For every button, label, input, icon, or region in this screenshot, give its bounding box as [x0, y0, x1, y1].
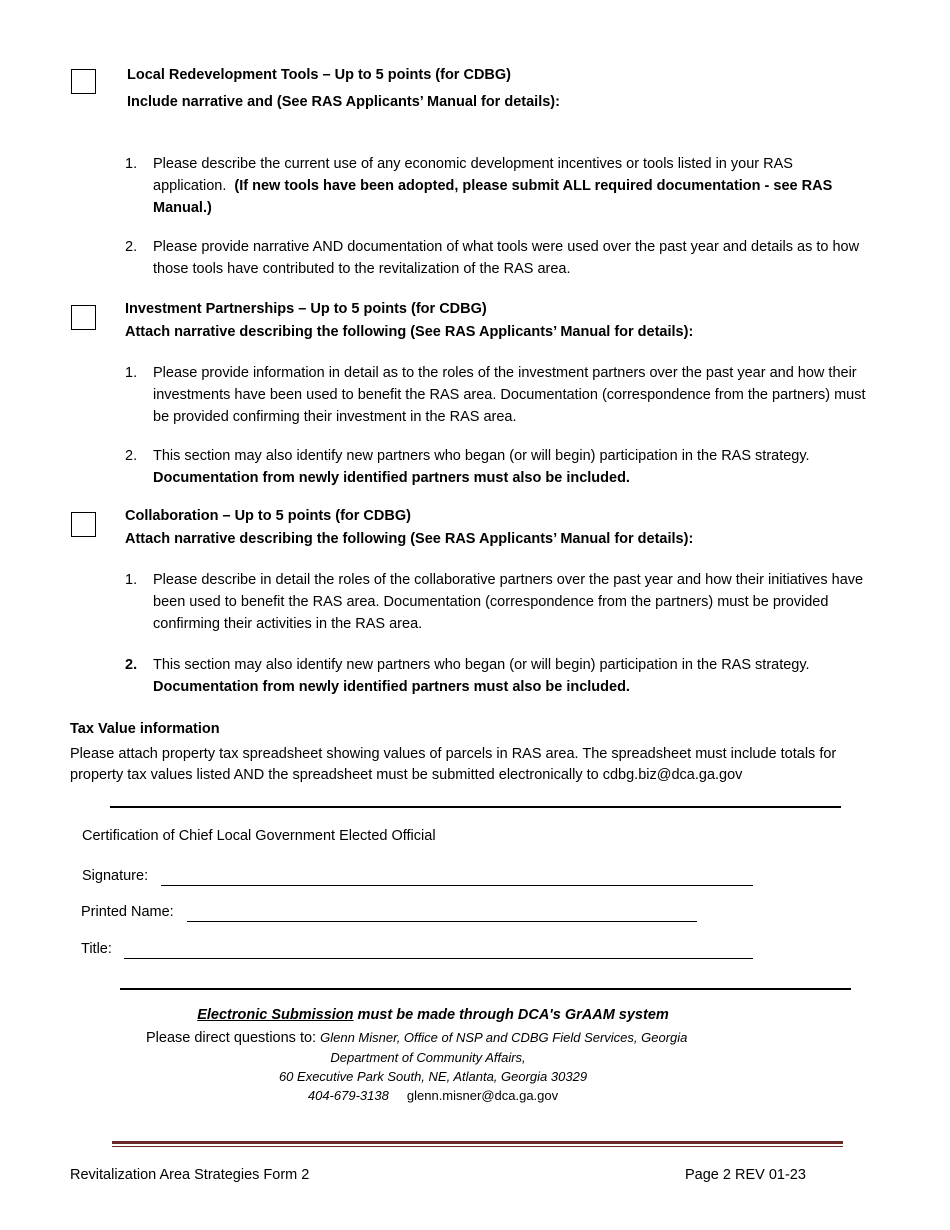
collaboration-checkbox[interactable]	[71, 512, 96, 537]
questions-line: Please direct questions to: Glenn Misner, Office of NSP and CDBG Field Services, Georgia	[146, 1030, 688, 1046]
footer-bar	[112, 1141, 843, 1144]
contact-line-2: Department of Community Affairs,	[330, 1050, 526, 1065]
list-item: 1. Please provide information in detail as to the roles of the investment partners over the past year and how their investments have been used to benefit the RAS area. Documentation (correspondence from the partners) must be provided confirming their investment in the RAS area.	[125, 365, 866, 425]
printed-name-field[interactable]	[187, 921, 697, 922]
certification-heading: Certification of Chief Local Government Elected Official	[82, 828, 436, 844]
title-label: Title:	[81, 941, 112, 957]
printed-name-label: Printed Name:	[81, 904, 174, 920]
list-item: 1. Please describe in detail the roles of the collaborative partners over the past year and how their initiatives have been used to benefit the RAS area. Documentation (correspondence from the partners) must be provided confirming their activities in the RAS area.	[125, 572, 864, 632]
section-3-list	[125, 569, 875, 715]
signature-label: Signature:	[82, 868, 149, 884]
divider-bottom	[120, 988, 851, 990]
contact-line-3: 60 Executive Park South, NE, Atlanta, Georgia 30329	[278, 1069, 588, 1084]
section-2-title: Investment Partnerships – Up to 5 points (for CDBG)	[125, 301, 487, 317]
tax-body: Please attach property tax spreadsheet showing values of parcels in RAS area. The spreadsheet must include totals for property tax values listed AND the spreadsheet must be submitted electronically to cdbg.biz@dca.ga.gov	[70, 746, 837, 783]
contact-line-4	[0, 1088, 866, 1103]
list-item: 2. This section may also identify new partners who began (or will begin) participation in the RAS strategy. Documentation from newly identified partners must also be included.	[125, 448, 810, 486]
footer-right: Page 2 REV 01-23	[685, 1167, 806, 1183]
email-link[interactable]: glenn.misner@dca.ga.gov	[406, 1088, 559, 1103]
section-2-list	[125, 362, 870, 506]
list-item: 1. Please describe the current use of any economic development incentives or tools listed in your RAS application. (If new tools have been adopted, please submit ALL required documentation - see RAS Manual.)	[125, 156, 833, 216]
section-2-subtitle: Attach narrative describing the following (See RAS Applicants’ Manual for details):	[125, 324, 694, 340]
list-item: 2. This section may also identify new partners who began (or will begin) participation in the RAS strategy. Documentation from newly identified partners must also be included.	[125, 657, 810, 695]
signature-field[interactable]	[161, 885, 753, 886]
footer-bar-thin	[112, 1146, 843, 1147]
electronic-submission-link: Electronic Submission	[197, 1007, 354, 1023]
section-3-title: Collaboration – Up to 5 points (for CDBG)	[125, 508, 411, 524]
list-item: 2. Please provide narrative AND documentation of what tools were used over the past year and details as to how those tools have contributed to the revitalization of the RAS area.	[125, 239, 860, 277]
investment-partnerships-checkbox[interactable]	[71, 305, 96, 330]
section-1-subtitle: Include narrative and (See RAS Applicants’ Manual for details):	[127, 94, 560, 110]
phone-number: 404-679-3138	[307, 1088, 389, 1103]
section-3-subtitle: Attach narrative describing the following (See RAS Applicants’ Manual for details):	[125, 531, 694, 547]
submission-heading: Electronic Submission must be made through DCA's GrAAM system	[197, 1007, 669, 1023]
divider-top	[110, 806, 841, 808]
footer-left: Revitalization Area Strategies Form 2	[70, 1167, 310, 1183]
local-redevelopment-checkbox[interactable]	[71, 69, 96, 94]
title-field[interactable]	[124, 958, 753, 959]
tax-heading: Tax Value information	[70, 721, 220, 737]
section-1-list	[125, 153, 865, 297]
section-1-title: Local Redevelopment Tools – Up to 5 points (for CDBG)	[127, 67, 512, 83]
